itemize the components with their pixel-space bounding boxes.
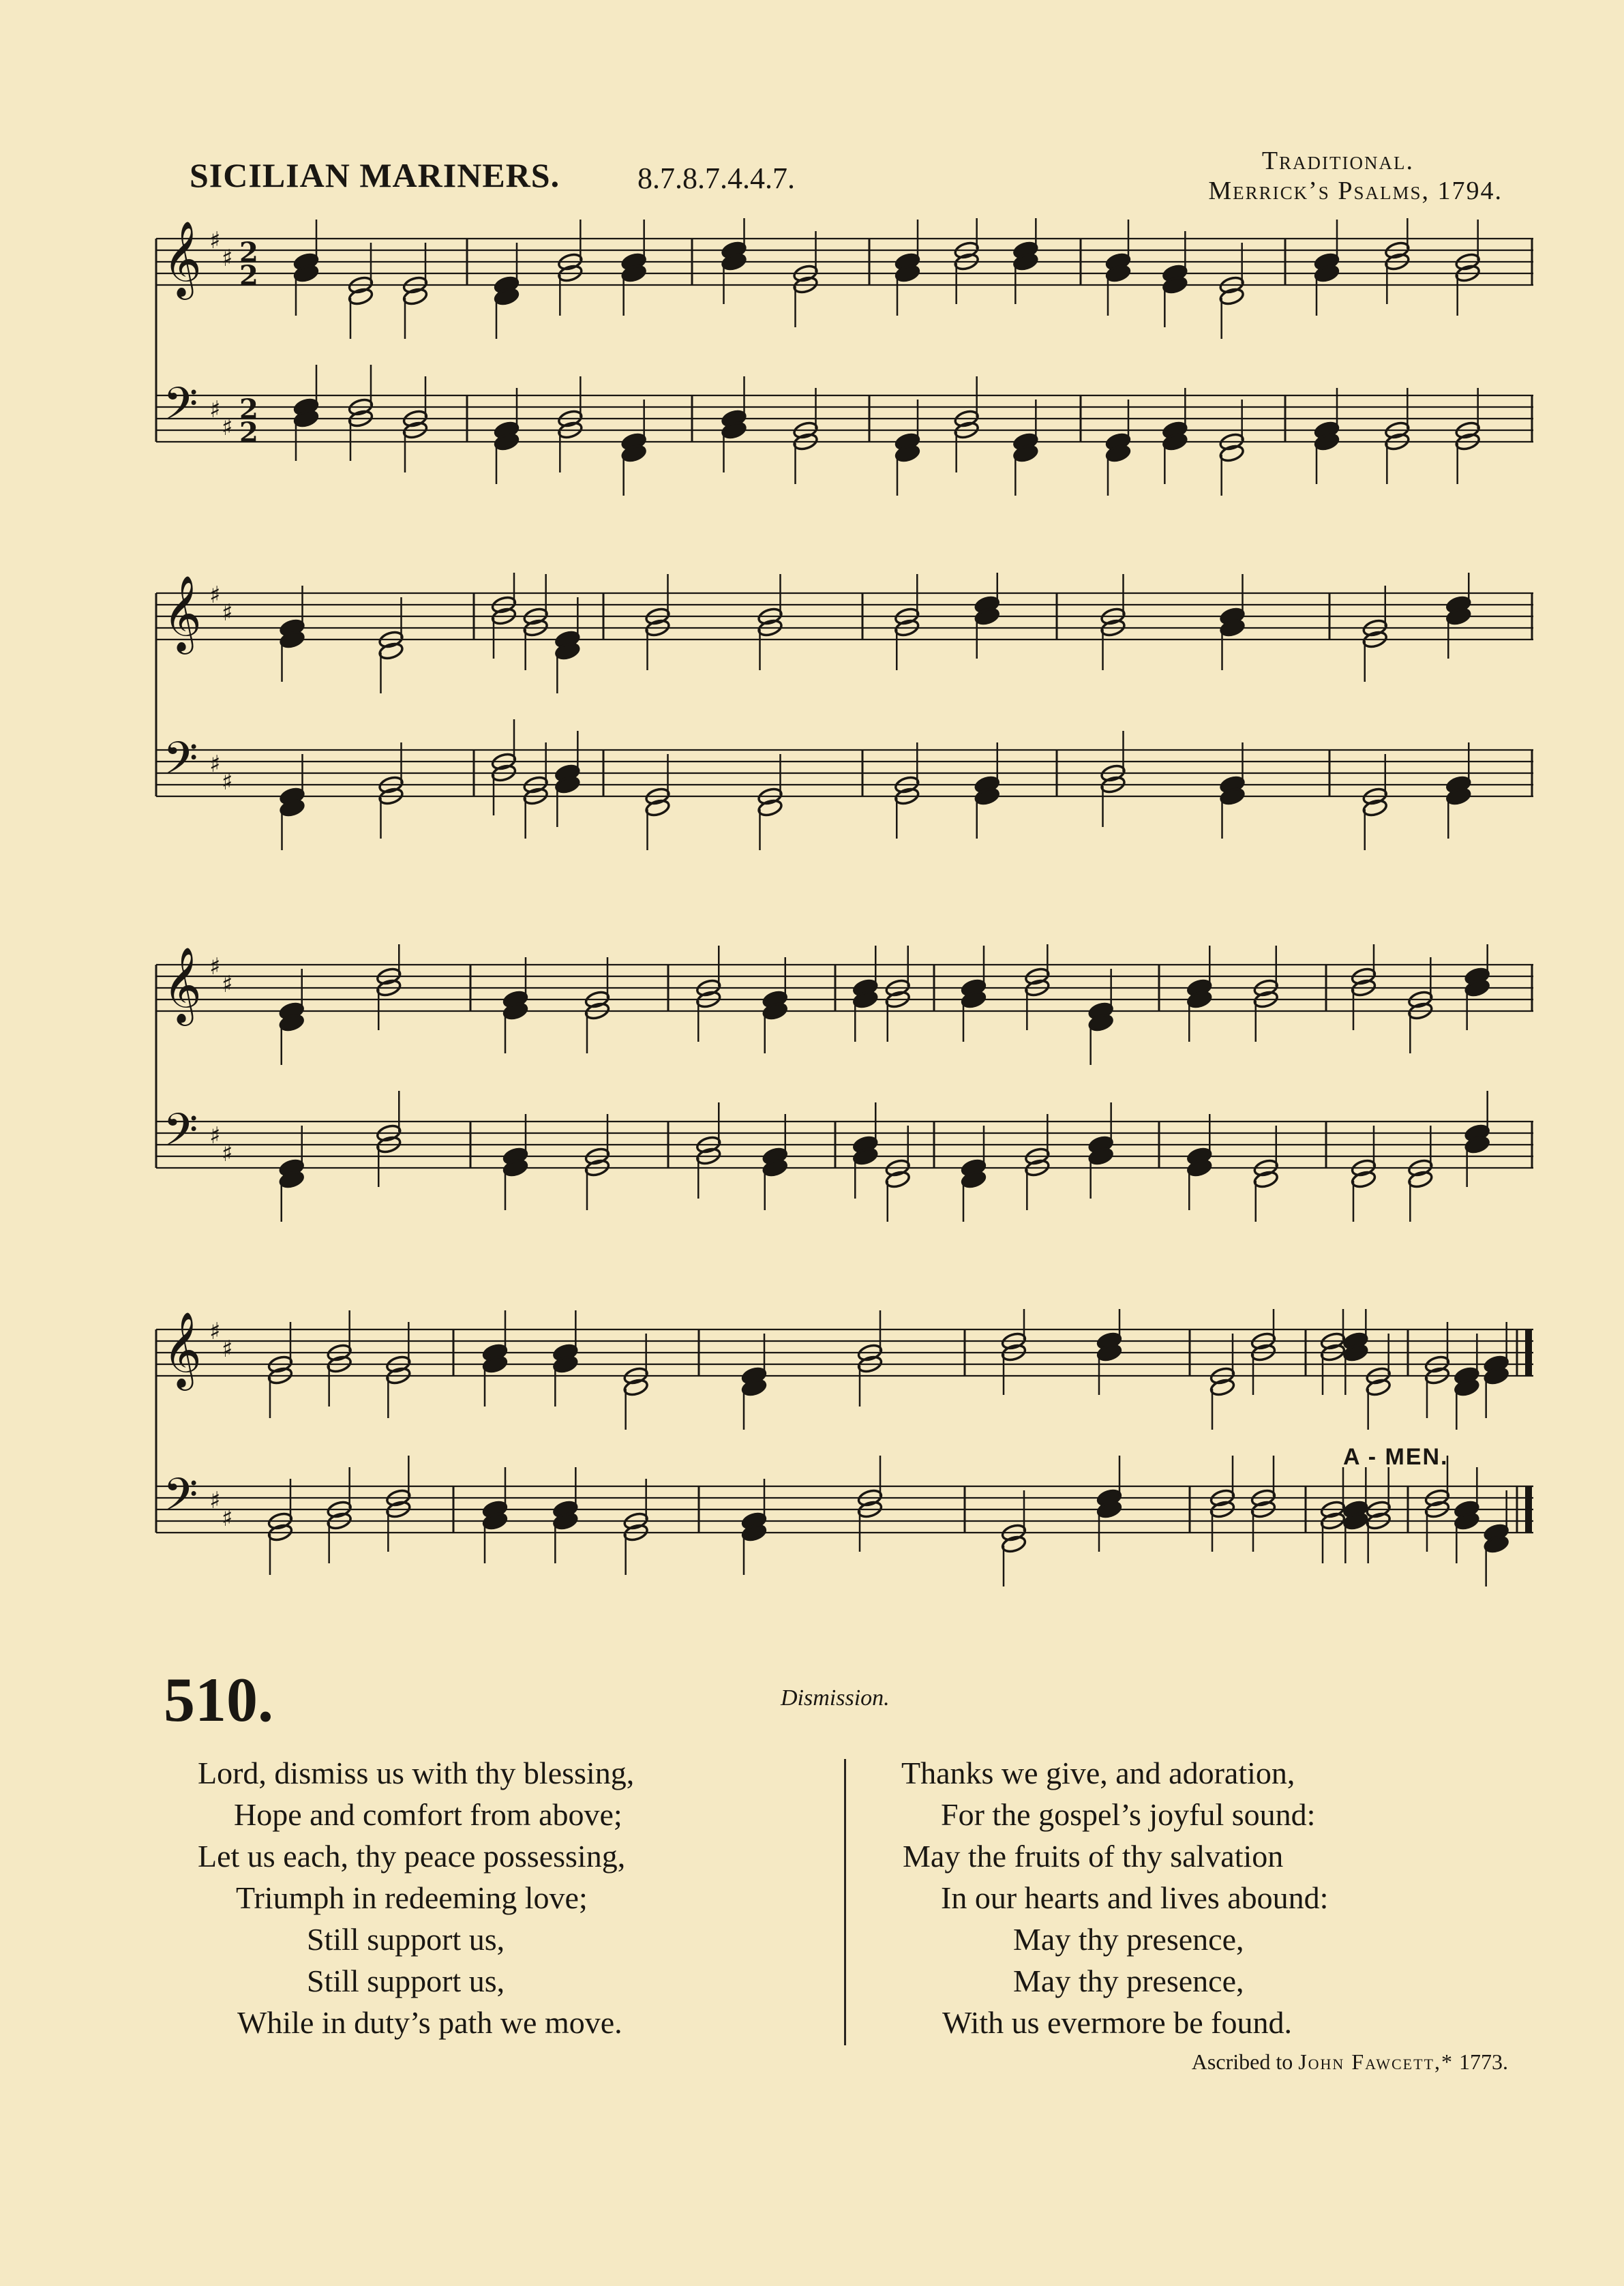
verse-1 xyxy=(0,1752,832,2043)
bass-clef-icon: 𝄢 xyxy=(163,1469,198,1532)
verse-line: While in duty’s path we move. xyxy=(237,2005,622,2040)
verse-line: Thanks we give, and adoration, xyxy=(901,1756,1295,1790)
time-signature: 2 xyxy=(239,237,258,269)
verse-line: May the fruits of thy salvation xyxy=(903,1839,1284,1874)
sharp-icon: ♯ xyxy=(209,953,221,980)
sharp-icon: ♯ xyxy=(209,751,221,778)
verse-line: May thy presence, xyxy=(1013,1922,1244,1957)
verse-line: May thy presence, xyxy=(1013,1964,1244,1998)
sharp-icon: ♯ xyxy=(209,1487,221,1514)
treble-clef-icon: 𝄞 xyxy=(163,1311,202,1387)
treble-clef-icon: 𝄞 xyxy=(163,220,202,297)
verse-line: In our hearts and lives abound: xyxy=(941,1880,1329,1915)
verse-line: Still support us, xyxy=(307,1922,505,1957)
verse-line: Let us each, thy peace possessing, xyxy=(198,1839,626,1874)
music-system-2 xyxy=(153,573,1537,859)
time-signature: 2 xyxy=(239,393,258,425)
sharp-icon: ♯ xyxy=(209,396,221,423)
verse-line: With us evermore be found. xyxy=(942,2005,1292,2040)
sharp-icon: ♯ xyxy=(209,1318,221,1345)
music-system-1 xyxy=(153,218,1537,505)
sharp-icon: ♯ xyxy=(222,971,233,998)
treble-clef-icon: 𝄞 xyxy=(163,946,202,1023)
time-signature: 2 xyxy=(239,417,258,449)
verse-2 xyxy=(852,1752,1541,2043)
text-source: Merrick’s Psalms, 1794. xyxy=(1208,177,1503,205)
meter: 8.7.8.7.4.4.7. xyxy=(637,162,795,195)
sharp-icon: ♯ xyxy=(222,1336,233,1363)
hymn-title: Dismission. xyxy=(781,1685,890,1711)
sharp-icon: ♯ xyxy=(222,414,233,441)
sharp-icon: ♯ xyxy=(222,245,233,272)
final-barline xyxy=(1525,1486,1532,1533)
verse-line: Lord, dismiss us with thy blessing, xyxy=(198,1756,635,1790)
hymn-number: 510. xyxy=(164,1665,273,1734)
music-system-3 xyxy=(153,944,1537,1231)
bass-clef-icon: 𝄢 xyxy=(163,378,198,441)
tune-source: Traditional. xyxy=(1261,147,1414,175)
sharp-icon: ♯ xyxy=(222,1140,233,1167)
bass-clef-icon: 𝄢 xyxy=(163,732,198,796)
amen-lyric: A - MEN. xyxy=(1343,1444,1449,1470)
verse-line: Hope and comfort from above; xyxy=(234,1797,622,1832)
sharp-icon: ♯ xyxy=(222,599,233,627)
verse-line: Still support us, xyxy=(307,1964,505,1998)
tune-name: SICILIAN MARINERS. xyxy=(190,156,560,194)
sharp-icon: ♯ xyxy=(209,1122,221,1149)
verse-line: For the gospel’s joyful sound: xyxy=(941,1797,1316,1832)
sharp-icon: ♯ xyxy=(222,768,233,796)
sharp-icon: ♯ xyxy=(209,582,221,609)
final-barline xyxy=(1525,1329,1532,1376)
attribution xyxy=(1192,2049,1508,2075)
verse-divider xyxy=(844,1759,846,2045)
verse-line: Triumph in redeeming love; xyxy=(236,1880,588,1915)
music-system-4 xyxy=(153,1309,1537,1595)
attribution-author: John Fawcett,* xyxy=(1298,2049,1454,2074)
attribution-prefix: Ascribed to xyxy=(1191,2049,1299,2074)
attribution-year: 1773. xyxy=(1454,2049,1508,2074)
time-signature: 2 xyxy=(239,260,258,292)
treble-clef-icon: 𝄞 xyxy=(163,575,202,651)
bass-clef-icon: 𝄢 xyxy=(163,1104,198,1167)
sharp-icon: ♯ xyxy=(209,227,221,254)
sharp-icon: ♯ xyxy=(222,1505,233,1532)
